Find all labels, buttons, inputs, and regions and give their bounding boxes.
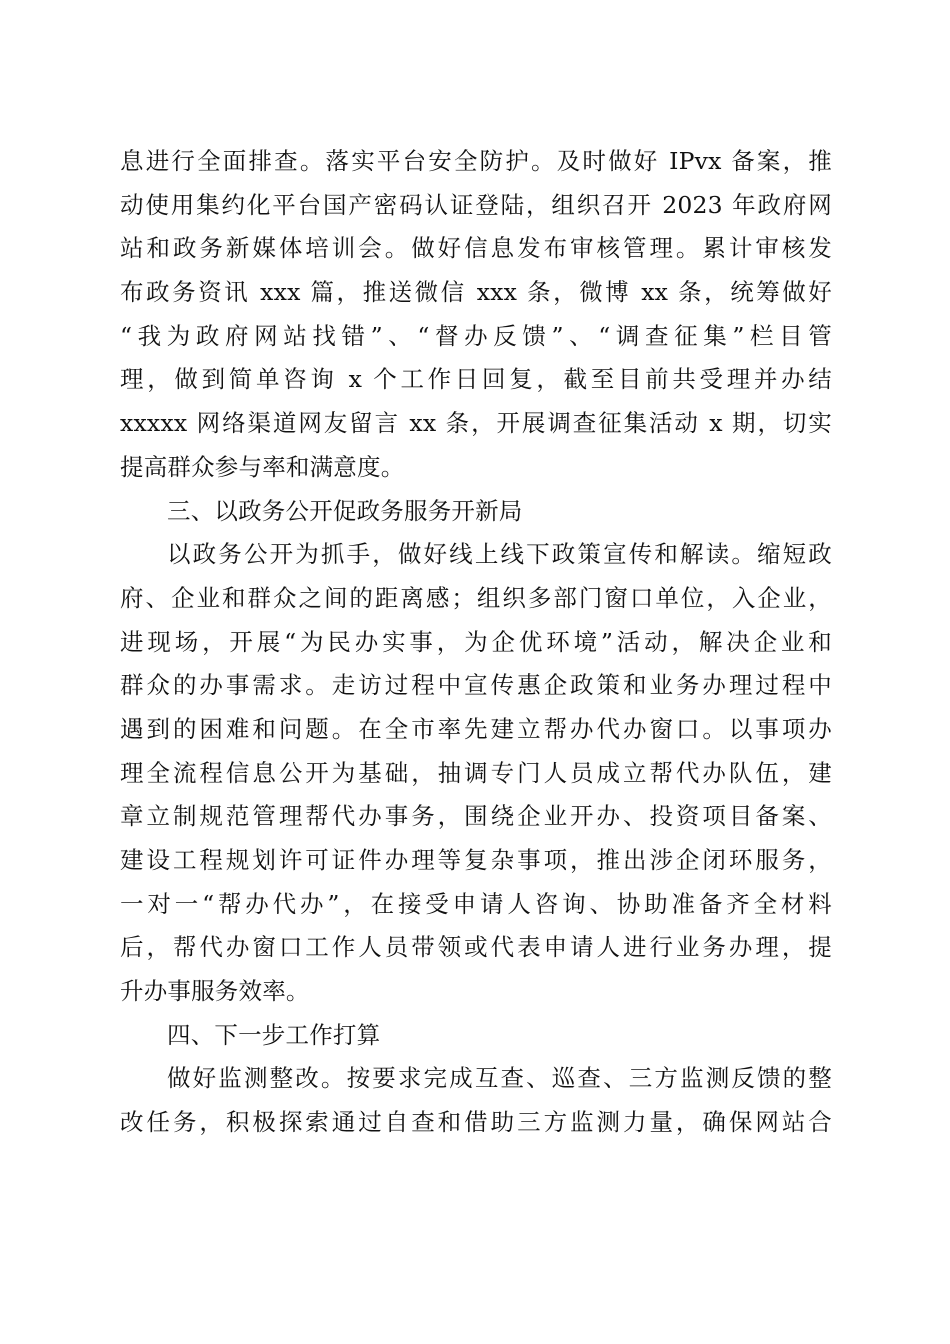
text-line: 章立制规范管理帮代办事务，围绕企业开办、投资项目备案、 (120, 802, 832, 831)
text-line: 理，做到简单咨询 x 个工作日回复，截至目前共受理并办结 (120, 365, 832, 394)
text-line: 建设工程规划许可证件办理等复杂事项，推出涉企闭环服务， (120, 846, 832, 874)
text-line: 遇到的困难和问题。在全市率先建立帮办代办窗口。以事项办 (120, 714, 832, 743)
text-line: 进现场，开展“为民办实事，为企优环境”活动，解决企业和 (120, 627, 832, 656)
section-heading-3: 三、以政务公开促政务服务开新局 (167, 496, 523, 525)
document-body (120, 140, 832, 1145)
text-line: 一对一“帮办代办”，在接受申请人咨询、协助准备齐全材料 (120, 889, 832, 918)
text-line: 提高群众参与率和满意度。 (120, 452, 405, 481)
paragraph-1 (120, 140, 832, 490)
text-line: 理全流程信息公开为基础，抽调专门人员成立帮代办队伍，建 (120, 758, 832, 787)
text-line: “我为政府网站找错”、“督办反馈”、“调查征集”栏目管 (120, 321, 832, 350)
text-line: 息进行全面排查。落实平台安全防护。及时做好 IPvx 备案，推 (120, 147, 832, 175)
text-line: xxxxx 网络渠道网友留言 xx 条，开展调查征集活动 x 期，切实 (120, 409, 832, 438)
paragraph-2 (120, 533, 832, 1014)
text-line: 站和政务新媒体培训会。做好信息发布审核管理。累计审核发 (120, 234, 832, 263)
text-line: 做好监测整改。按要求完成互查、巡查、三方监测反馈的整 (167, 1064, 832, 1093)
section-heading-4: 四、下一步工作打算 (167, 1020, 381, 1049)
text-line: 改任务，积极探索通过自查和借助三方监测力量，确保网站合 (120, 1108, 832, 1137)
text-line: 以政务公开为抓手，做好线上线下政策宣传和解读。缩短政 (167, 540, 832, 569)
text-line: 动使用集约化平台国产密码认证登陆，组织召开 2023 年政府网 (120, 190, 832, 219)
text-line: 后，帮代办窗口工作人员带领或代表申请人进行业务办理，提 (120, 933, 832, 962)
text-line: 府、企业和群众之间的距离感；组织多部门窗口单位，入企业， (120, 583, 832, 612)
text-line: 升办事服务效率。 (120, 977, 310, 1006)
text-line: 布政务资讯 xxx 篇，推送微信 xxx 条，微博 xx 条，统筹做好 (120, 278, 832, 307)
text-line: 群众的办事需求。走访过程中宣传惠企政策和业务办理过程中 (120, 671, 832, 700)
paragraph-3 (120, 1057, 832, 1144)
